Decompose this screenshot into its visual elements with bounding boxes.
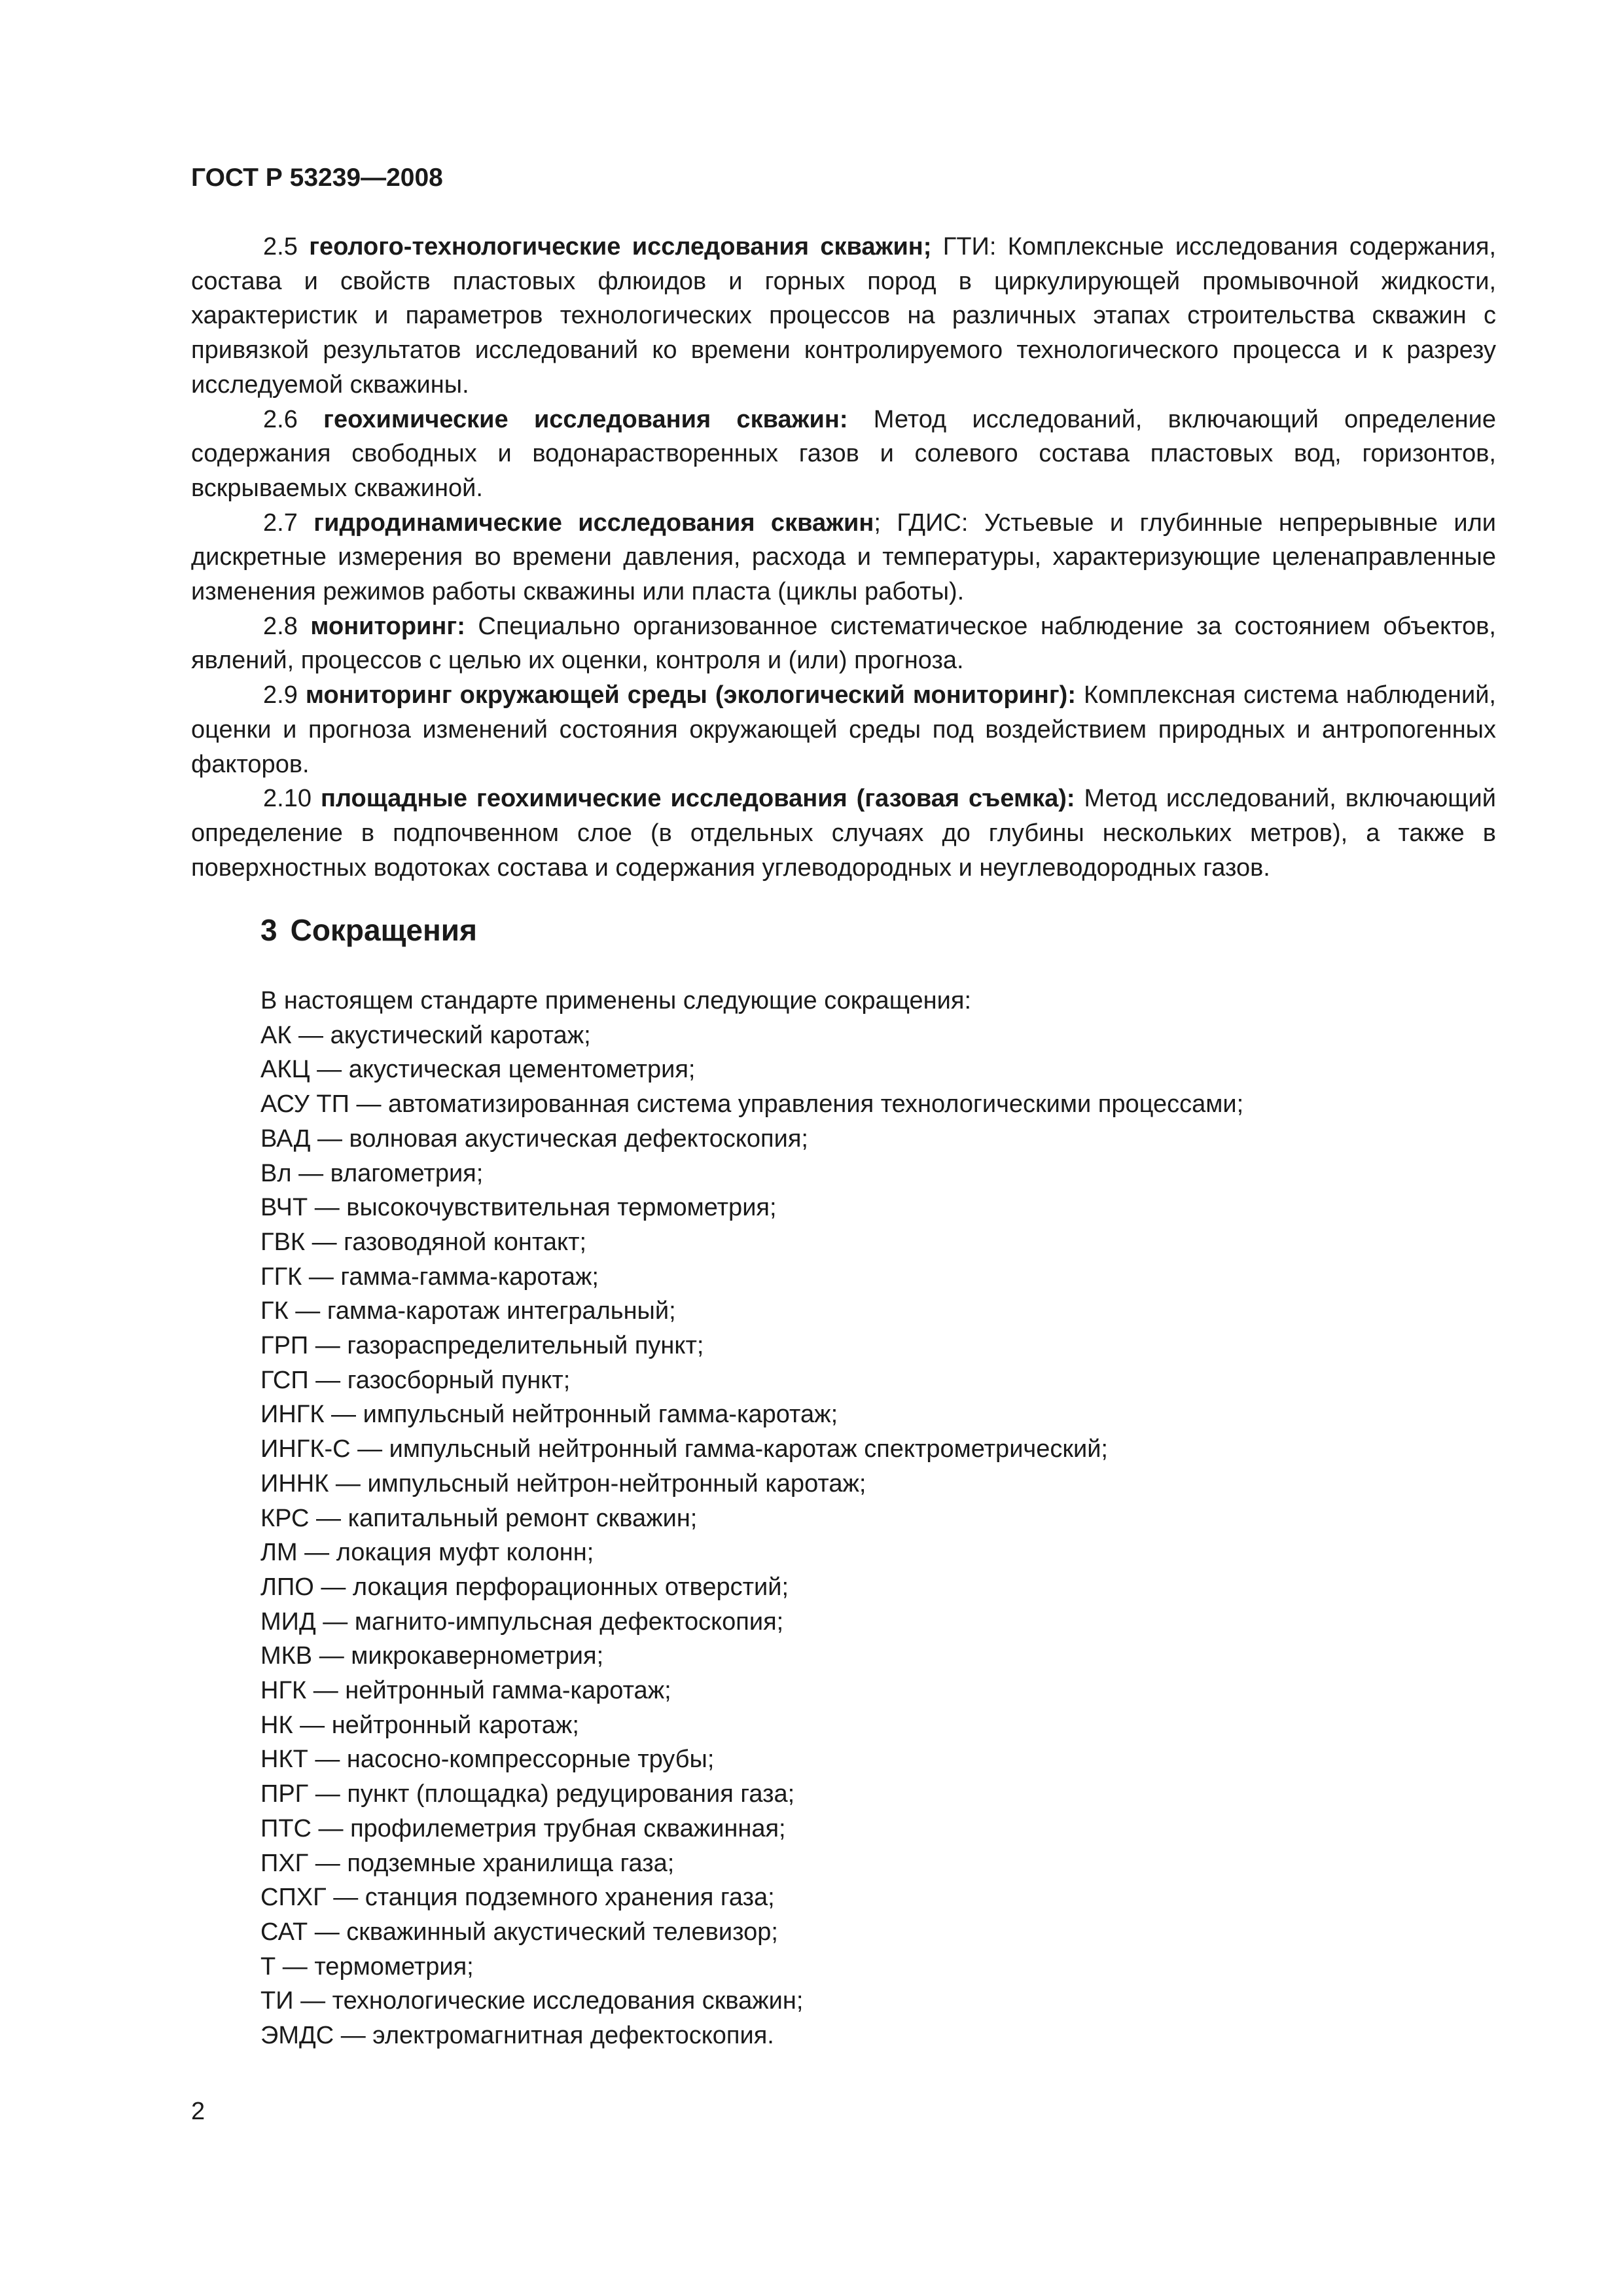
definitions-section	[191, 230, 1496, 885]
abbreviation-item: КРС — капитальный ремонт скважин;	[260, 1504, 698, 1532]
definition-2-6	[191, 403, 1496, 506]
abbreviation-item: МКВ — микрокавернометрия;	[260, 1642, 604, 1670]
page-number: 2	[191, 2098, 205, 2125]
definition-text: Специально организованное систематическое наблюдение за состоянием объектов, явлений, процессов с целью их оценки, контроля и (или) прогноза.	[191, 612, 1496, 675]
abbreviation-item: ВЧТ — высокочувствительная термометрия;	[260, 1194, 777, 1222]
abbreviations-list	[260, 1018, 1243, 2053]
abbreviation-item: ГСП — газосборный пункт;	[260, 1366, 571, 1394]
abbreviation-item: САТ — скважинный акустический телевизор;	[260, 1918, 778, 1946]
abbreviation-item: ГГК — гамма-гамма-каротаж;	[260, 1263, 599, 1291]
definition-term: мониторинг окружающей среды (экологический мониторинг):	[305, 681, 1076, 709]
definition-text: ; ГДИС: Устьевые и глубинные непрерывные или дискретные измерения во времени давления, расхода и температуры, характеризующие целенаправленные изменения режимов работы скважины или пласта (циклы работы).	[191, 509, 1497, 606]
abbreviation-item: Вл — влагометрия;	[260, 1159, 484, 1187]
definition-text: ГТИ: Комплексные исследования содержания, состава и свойств пластовых флюидов и горных пород в циркулирующей промывочной жидкости, характеристик и параметров технологических процессов на различных этапах строительства скважин с привязкой результатов исследований ко времени контролируемого технологического процесса и к разрезу исследуемой скважины.	[191, 233, 1496, 399]
abbreviation-item: ПРГ — пункт (площадка) редуцирования газа;	[260, 1780, 795, 1808]
definition-2-5	[191, 230, 1496, 403]
section-number: 3	[260, 913, 277, 947]
abbreviation-item: ИННК — импульсный нейтрон-нейтронный каротаж;	[260, 1469, 866, 1498]
abbreviation-item: Т — термометрия;	[260, 1952, 474, 1981]
abbreviations-section	[260, 984, 1243, 2053]
definition-text: Комплексная система наблюдений, оценки и прогноза изменений состояния окружающей среды под воздействием природных и антропогенных факторов.	[191, 681, 1496, 778]
definition-text: Метод исследований, включающий определение в подпочвенном слое (в отдельных случаях до глубины нескольких метров), а также в поверхностных водотоках состава и содержания углеводородных и неуглеводородных газов.	[191, 785, 1496, 882]
abbreviation-item: ТИ — технологические исследования скважин;	[260, 1987, 804, 2015]
abbreviations-intro: В настоящем стандарте применены следующие сокращения:	[260, 987, 972, 1014]
definition-text: Метод исследований, включающий определение содержания свободных и водонарастворенных газов и солевого состава пластовых вод, горизонтов, вскрываемых скважиной.	[191, 405, 1496, 502]
definition-term: геохимические исследования скважин:	[323, 405, 848, 433]
definition-term: геолого-технологические исследования скважин;	[309, 233, 932, 260]
abbreviation-item: ГВК — газоводяной контакт;	[260, 1228, 587, 1256]
abbreviation-item: НКТ — насосно-компрессорные трубы;	[260, 1746, 715, 1774]
definition-2-9	[191, 678, 1496, 781]
definition-number: 2.10	[263, 785, 312, 813]
abbreviation-item: МИД — магнито-импульсная дефектоскопия;	[260, 1607, 784, 1636]
definition-number: 2.7	[263, 509, 298, 537]
definition-2-10	[191, 781, 1496, 885]
definition-number: 2.9	[263, 681, 298, 709]
abbreviation-item: ИНГК — импульсный нейтронный гамма-каротаж;	[260, 1401, 838, 1429]
abbreviation-item: ВАД — волновая акустическая дефектоскопия;	[260, 1124, 808, 1153]
definition-term: площадные геохимические исследования (газовая съемка):	[320, 785, 1075, 813]
abbreviation-item: ПХГ — подземные хранилища газа;	[260, 1849, 675, 1877]
abbreviation-item: ЛМ — локация муфт колонн;	[260, 1539, 594, 1567]
abbreviation-item: СПХГ — станция подземного хранения газа;	[260, 1884, 775, 1912]
definition-2-7	[191, 506, 1496, 609]
abbreviation-item: АСУ ТП — автоматизированная система управления технологическими процессами;	[260, 1090, 1244, 1119]
definition-2-8	[191, 609, 1496, 678]
abbreviation-item: ЛПО — локация перфорационных отверстий;	[260, 1573, 789, 1601]
definition-number: 2.5	[263, 233, 298, 260]
definition-number: 2.8	[263, 612, 298, 640]
definition-term: гидродинамические исследования скважин	[313, 509, 874, 537]
document-header: ГОСТ Р 53239—2008	[191, 164, 443, 192]
abbreviation-item: АКЦ — акустическая цементометрия;	[260, 1056, 696, 1084]
abbreviation-item: ГРП — газораспределительный пункт;	[260, 1332, 704, 1360]
abbreviation-item: НК — нейтронный каротаж;	[260, 1711, 579, 1739]
abbreviation-item: НГК — нейтронный гамма-каротаж;	[260, 1677, 671, 1705]
abbreviation-item: ГК — гамма-каротаж интегральный;	[260, 1297, 676, 1325]
abbreviation-item: ЭМДС — электромагнитная дефектоскопия.	[260, 2022, 774, 2050]
abbreviation-item: ПТС — профилеметрия трубная скважинная;	[260, 1814, 786, 1842]
abbreviation-item: АК — акустический каротаж;	[260, 1021, 591, 1049]
section-heading	[260, 912, 477, 948]
section-title-text: Сокращения	[290, 913, 477, 947]
abbreviation-item: ИНГК-С — импульсный нейтронный гамма-каротаж спектрометрический;	[260, 1435, 1108, 1463]
definition-term: мониторинг:	[310, 612, 465, 640]
definition-number: 2.6	[263, 405, 298, 433]
